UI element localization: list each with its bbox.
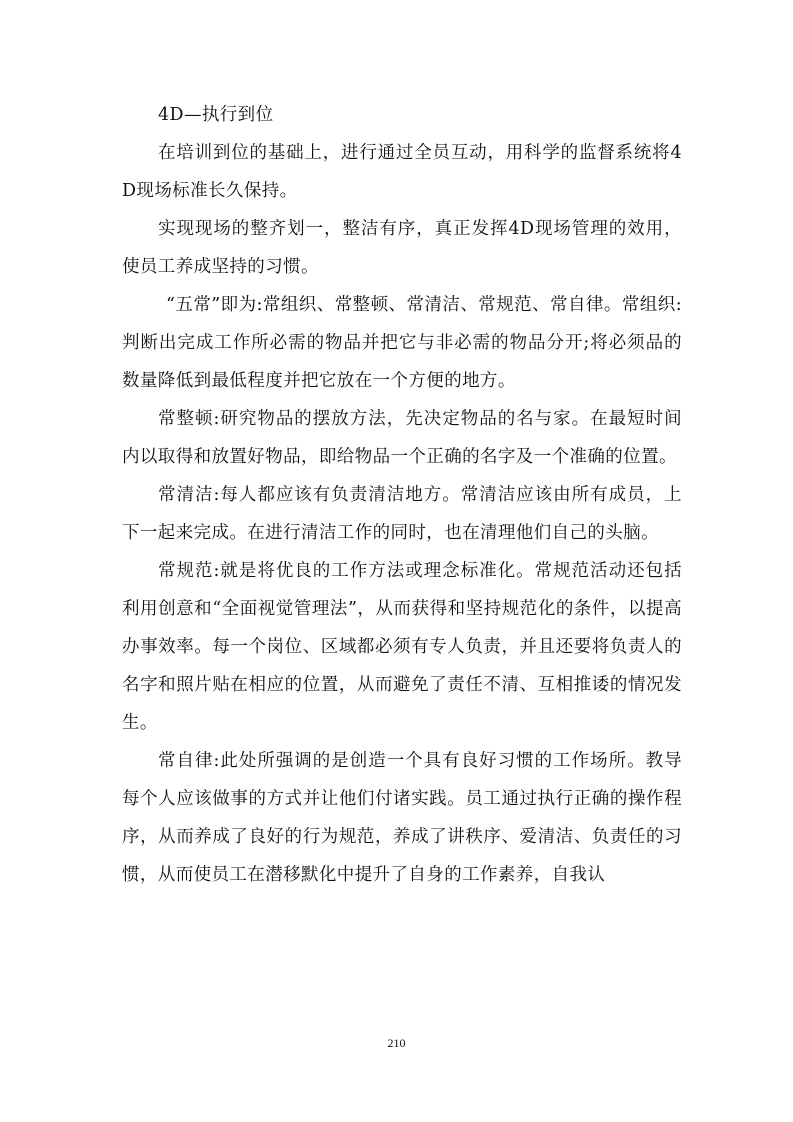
paragraph-self-discipline: 常自律:此处所强调的是创造一个具有良好习惯的工作场所。教导每个人应该做事的方式并让他们付诸实践。员工通过执行正确的操作程序，从而养成了良好的行为规范，养成了讲秩序、爱清洁、负责任的习惯，从而使员工在潜移默化中提升了自身的工作素养，自我认: [122, 751, 682, 885]
section-heading: 4D—执行到位: [158, 105, 274, 125]
paragraph-five-constants: “五常”即为:常组织、常整顿、常清洁、常规范、常自律。常组织:判断出完成工作所必需的物品并把它与非必需的物品分开;将必须品的数量降低到最低程度并把它放在一个方便的地方。: [122, 295, 682, 391]
body-text: [122, 96, 682, 894]
paragraph-rectify: 常整顿:研究物品的摆放方法，先决定物品的名与家。在最短时间内以取得和放置好物品，即给物品一个正确的名字及一个准确的位置。: [122, 409, 682, 467]
paragraph-standardization: 实现现场的整齐划一，整洁有序，真正发挥4D现场管理的效用，使员工养成坚持的习惯。: [122, 219, 682, 277]
paragraph-cleaning: 常清洁:每人都应该有负责清洁地方。常清洁应该由所有成员，上下一起来完成。在进行清洁工作的同时，也在清理他们自己的头脑。: [122, 485, 682, 543]
page-number: 210: [387, 1036, 406, 1050]
paragraph-standards: 常规范:就是将优良的工作方法或理念标准化。常规范活动还包括利用创意和“全面视觉管理法”，从而获得和坚持规范化的条件，以提高办事效率。每一个岗位、区域都必须有专人负责，并且还要将负责人的名字和照片贴在相应的位置，从而避免了责任不清、互相推诿的情况发生。: [122, 561, 682, 733]
paragraph-training: 在培训到位的基础上，进行通过全员互动，用科学的监督系统将4D现场标准长久保持。: [122, 143, 682, 201]
